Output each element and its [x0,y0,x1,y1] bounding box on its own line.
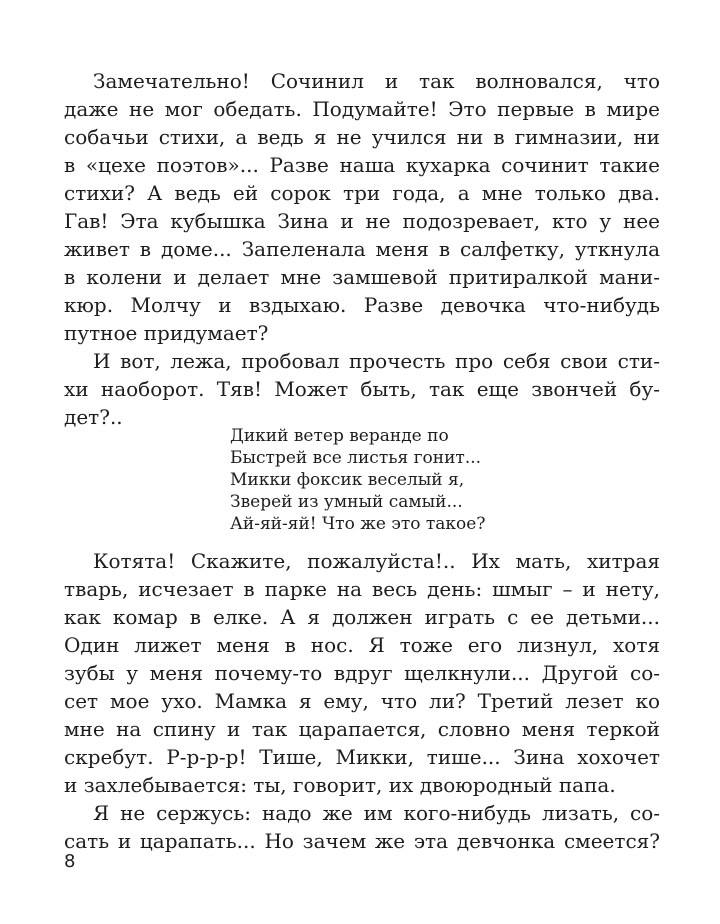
poem-line: Ай-яй-яй! Что же это такое? [230,514,486,534]
text-line: как комар в елке. А я должен играть с ее детьми... [64,605,660,629]
poem-line: Зверей из умный самый... [230,492,463,512]
text-line: хи наоборот. Тяв! Может быть, так еще звончей бу- [64,377,660,401]
text-line: Я не сержусь: надо же им кого-нибудь лизать, со- [93,801,660,825]
poem-block [230,425,485,535]
poem-line: Быстрей все листья гонит... [230,448,482,468]
text-line: сать и царапать... Но зачем же эта девчонка смеется? [64,829,660,853]
text-line: тварь, исчезает в парке на весь день: шмыг – и нету, [64,577,660,601]
text-line: кюр. Молчу и вздыхаю. Разве девочка что-нибудь [64,293,660,317]
text-line: скребут. Р-р-р-р! Тише, Микки, тише... Зина хохочет [64,745,660,769]
text-line: стихи? А ведь ей сорок три года, а мне только два. [64,181,660,205]
text-line: в «цехе поэтов»... Разве наша кухарка сочинит такие [64,153,660,177]
text-line: дет?.. [64,405,123,429]
text-line: сет мое ухо. Мамка я ему, что ли? Третий лезет ко [64,689,660,713]
poem-line: Дикий ветер веранде по [230,426,449,446]
text-line: в колени и делает мне замшевой притиралкой мани- [64,265,660,289]
text-line: Замечательно! Сочинил и так волновался, что [93,69,660,93]
text-line: даже не мог обедать. Подумайте! Это первые в мире [64,97,660,121]
text-line: И вот, лежа, пробовал прочесть про себя свои сти- [93,349,660,373]
text-line: и захлебывается: ты, говорит, их двоюродный папа. [64,773,616,797]
text-line: Котята! Скажите, пожалуйста!.. Их мать, хитрая [93,549,660,573]
text-line: собачьи стихи, а ведь я не учился ни в гимназии, ни [64,125,660,149]
text-line: живет в доме... Запеленала меня в салфетку, уткнула [64,237,660,261]
text-line: зубы у меня почему-то вдруг щелкнули... Другой со- [64,661,660,685]
poem-line: Микки фоксик веселый я, [230,470,465,490]
page-number: 8 [64,851,76,872]
text-line: путное придумает? [64,321,269,345]
text-line: мне на спину и так царапается, словно меня теркой [64,717,660,741]
text-line: Гав! Эта кубышка Зина и не подозревает, кто у нее [64,209,660,233]
text-line: Один лижет меня в нос. Я тоже его лизнул, хотя [64,633,660,657]
